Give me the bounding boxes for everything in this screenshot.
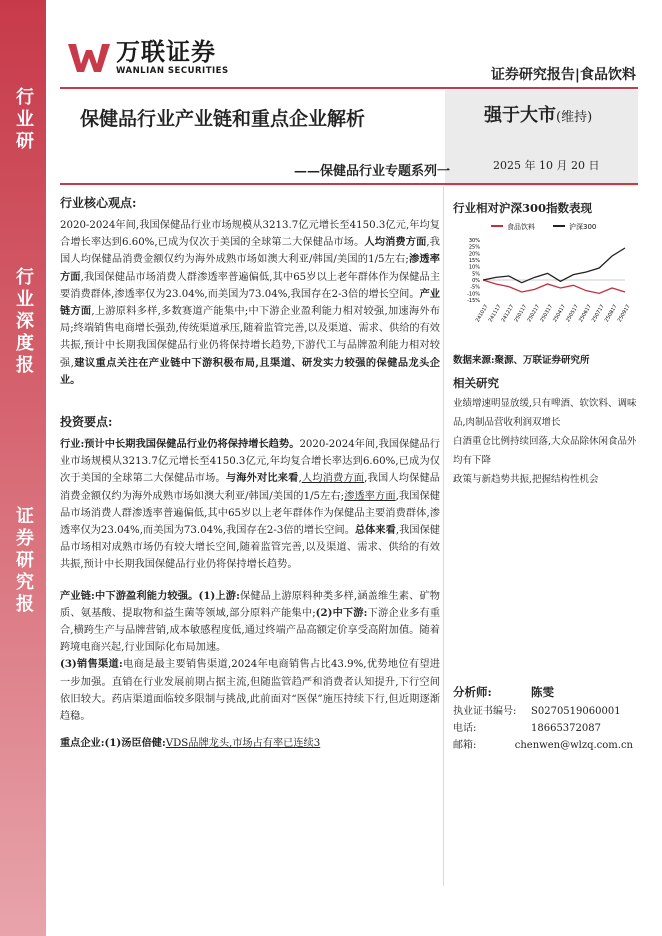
- y-tick-label: -15%: [467, 298, 480, 304]
- logo-name-en: WANLIAN SECURITIES: [116, 66, 229, 76]
- invest-chain: [60, 588, 440, 726]
- core-p5-bold: 建议重点关注在产业链中下游积极布局,且渠道、研发实力较强的保健品龙头企业。: [60, 356, 440, 386]
- y-tick-label: 30%: [468, 238, 480, 244]
- analyst-name: 陈雯: [531, 685, 554, 699]
- sidebar-label-securities: 证券研究报: [13, 505, 34, 616]
- x-tick-label: 241017: [474, 303, 490, 324]
- x-tick-label: 241117: [487, 303, 503, 324]
- x-tick-label: 250117: [513, 303, 529, 324]
- phone-number: 18665372087: [531, 723, 601, 734]
- cert-number: S0270519060001: [531, 706, 621, 717]
- logo-name-cn: 万联证券: [116, 38, 216, 66]
- header-divider: [60, 87, 638, 89]
- sidebar-label-deep: 行业深度报: [13, 267, 34, 377]
- x-tick-label: 241217: [500, 303, 516, 324]
- invest-compare-u2: 渗透率方面: [344, 490, 396, 502]
- invest-heading: 投资要点:: [60, 415, 113, 430]
- report-title: 保健品行业产业链和重点企业解析: [80, 108, 366, 130]
- title-divider: [60, 183, 638, 185]
- chart-title-text: 行业相对沪深300指数表现: [453, 201, 593, 215]
- report-type: 证券研究报告|食品饮料: [490, 67, 636, 83]
- rating: [484, 101, 592, 127]
- report-subtitle: ——保健品行业专题系列一: [293, 164, 450, 179]
- core-p4: ,上游原料多样,多数赛道产能集中;中下游企业盈利能力相对较强,加速海外布局;终端销售电商增长强劲,传统渠道承压,随着监管完善,以及渠道、需求、供给的有效共振,预计中长期我国保健品行业仍将保持增长趋势,下游代工与品牌盈利能力相对较强,: [60, 306, 440, 369]
- core-p2: ,我国人均保健品消费金额仅约为海外成熟市场如澳大利亚/韩国/美国的1/5左右;: [60, 237, 440, 266]
- core-p3-bold: 渗透率方面: [60, 253, 440, 283]
- related-item[interactable]: 白酒重仓比例持续回落,大众品除休闲食品外均有下降: [453, 436, 637, 466]
- y-tick-label: -10%: [467, 291, 480, 298]
- email-label: 邮箱:: [453, 740, 477, 751]
- invest-chain3-bold: (3)销售渠道:: [60, 658, 123, 671]
- x-tick-label: 250417: [552, 303, 567, 324]
- invest-chain2-bold: (2)中下游:: [315, 606, 368, 619]
- legend-hs300: 沪深300: [569, 223, 597, 231]
- y-tick-label: 15%: [468, 258, 480, 264]
- main-column: [60, 190, 440, 752]
- related-item[interactable]: 政策与新趋势共振,把握结构性机会: [453, 474, 599, 485]
- x-tick-label: 250317: [539, 303, 555, 324]
- invest-industry: 行业:预计中长期我国保健品行业仍将保持增长趋势。2020-2024年间,我国保健品行业市场规模从3213.7亿元增长至4150.3亿元,年均复合增长率达到6.60%,已成为仅次于美国的全球第二大保健品市场。与海外对比来看,人均消费方面,我国人均保健品消费金额仅约为海外成熟市场如澳大利亚/韩国/美国的1/5左右;渗透率方面,我国保健品市场消费人群渗透率普遍偏低,其中65岁以上老年群体作为保健品主要消费群体,渗透率仅为23.04%,而美国为73.04%,我国存在2-3倍的增长空间。总体来看,我国保健品市场相对成熟市场仍有较大增长空间,随着监管完善,以及渠道、需求、供给的有效共振,预计中长期我国保健品行业仍将保持增长趋势。: [60, 438, 440, 571]
- column-divider: [443, 186, 444, 886]
- core-p2-bold: 人均消费方面: [364, 236, 427, 249]
- rating-note: (维持): [556, 110, 593, 125]
- core-p1: 2020-2024年间,我国保健品行业市场规模从3213.7亿元增长至4150.3亿元,年均复合增长率达到6.60%,已成为仅次于美国的全球第二大保健品市场。: [60, 220, 440, 249]
- related-heading: 相关研究: [453, 376, 499, 390]
- invest-compare-bold: 与海外对比来看: [225, 472, 299, 485]
- invest-summary-bold: 总体来看: [354, 524, 396, 537]
- invest-industry-bold: 行业:预计中长期我国保健品行业仍将保持增长趋势。: [60, 438, 300, 451]
- company-logo: [68, 40, 229, 76]
- chart-source: 数据来源:聚源、万联证券研究所: [453, 355, 590, 366]
- sidebar-label-research: 行业研: [13, 87, 34, 153]
- series-line-food: [483, 280, 625, 293]
- email-address[interactable]: chenwen@wlzq.com.cn: [514, 740, 633, 751]
- x-tick-label: 250817: [603, 303, 619, 324]
- x-tick-label: 250517: [565, 303, 580, 324]
- rating-value: 强于大市: [484, 105, 556, 126]
- analyst-label: 分析师:: [453, 685, 492, 699]
- y-tick-label: 20%: [468, 251, 480, 258]
- y-tick-label: 0%: [472, 278, 480, 284]
- core-p3: ,我国保健品市场消费人群渗透率普遍偏低,其中65岁以上老年群体作为保健品主要消费群体,渗透率仅为23.04%,而美国为73.04%,我国存在2-3倍的增长空间。: [60, 271, 441, 300]
- invest-industry-text: 2020-2024年间,我国保健品行业市场规模从3213.7亿元增长至4150.3亿元,年均复合增长率达到6.60%,已成为仅次于美国的全球第二大保健品市场。: [60, 439, 440, 485]
- related-research: [453, 375, 643, 489]
- invest-chain-bold: 产业链:中下游盈利能力较强。(1)上游:: [60, 589, 240, 602]
- y-tick-label: 25%: [468, 244, 480, 251]
- invest-compare1: ,我国人均保健品消费金额仅约为海外成熟市场如澳大利亚/韩国/美国的1/5左右;: [60, 473, 440, 502]
- x-tick-label: 250917: [616, 303, 632, 324]
- invest-summary: ,我国保健品市场相对成熟市场仍有较大增长空间,随着监管完善,以及渠道、需求、供给的有效共振,预计中长期我国保健品行业仍将保持增长趋势。: [60, 525, 440, 571]
- invest-key-underline: VDS品牌龙头,市场占有率已连续3: [165, 738, 321, 750]
- report-date: 2025 年 10 月 20 日: [493, 159, 600, 172]
- y-tick-label: 10%: [468, 264, 480, 271]
- analyst-block: [453, 684, 633, 754]
- core-p4-bold: 产业链方面: [60, 287, 441, 318]
- legend-food: 食品饮料: [507, 223, 535, 231]
- cert-label: 执业证书编号:: [453, 706, 517, 717]
- sidebar: [0, 0, 46, 936]
- chart-title: [453, 197, 592, 216]
- core-view-text: [60, 217, 440, 389]
- logo-w-icon: [68, 42, 110, 74]
- phone-label: 电话:: [453, 723, 477, 734]
- y-tick-label: 5%: [472, 271, 480, 278]
- invest-chain2: 下游企业多有重合,横跨生产与品牌营销,成本敏感程度低,通过终端产品高额定价享受高附加值。随着跨境电商兴起,行业国际化布局加速。: [60, 607, 441, 654]
- core-view-heading: 行业核心观点:: [60, 196, 137, 210]
- invest-key-bold: 重点企业:(1)汤臣倍健:: [60, 737, 166, 750]
- y-tick-label: -5%: [470, 284, 480, 291]
- invest-compare2: ,我国保健品市场消费人群渗透率普遍偏低,其中65岁以上老年群体作为保健品主要消费群体,渗透率仅为23.04%,而美国为73.04%,我国存在2-3倍的增长空间。: [60, 490, 440, 537]
- invest-compare-u1: 人均消费方面: [301, 473, 365, 485]
- index-chart: [453, 218, 633, 343]
- series-line-hs300: [483, 248, 625, 283]
- x-tick-label: 250617: [578, 303, 593, 324]
- invest-chain3: 电商是最主要销售渠道,2024年电商销售占比43.9%,优势地位有望进一步加强。直销在行业发展前期占据主流,但随监管趋严和消费者认知提升,下行空间依旧较大。药店渠道面临较多限制与挑战,此前面对“医保”施压持续下行,但近期逐渐趋稳。: [60, 659, 440, 723]
- x-tick-label: 250717: [590, 303, 606, 324]
- invest-key: [60, 735, 440, 752]
- related-item[interactable]: 业绩增速明显放缓,只有啤酒、软饮料、调味品,肉制品营收利润双增长: [453, 398, 637, 428]
- invest-chain1: 保健品上游原料种类多样,涵盖维生素、矿物质、氨基酸、提取物和益生菌等领域,部分原料产能集中;: [60, 590, 440, 619]
- x-tick-label: 250217: [526, 303, 542, 324]
